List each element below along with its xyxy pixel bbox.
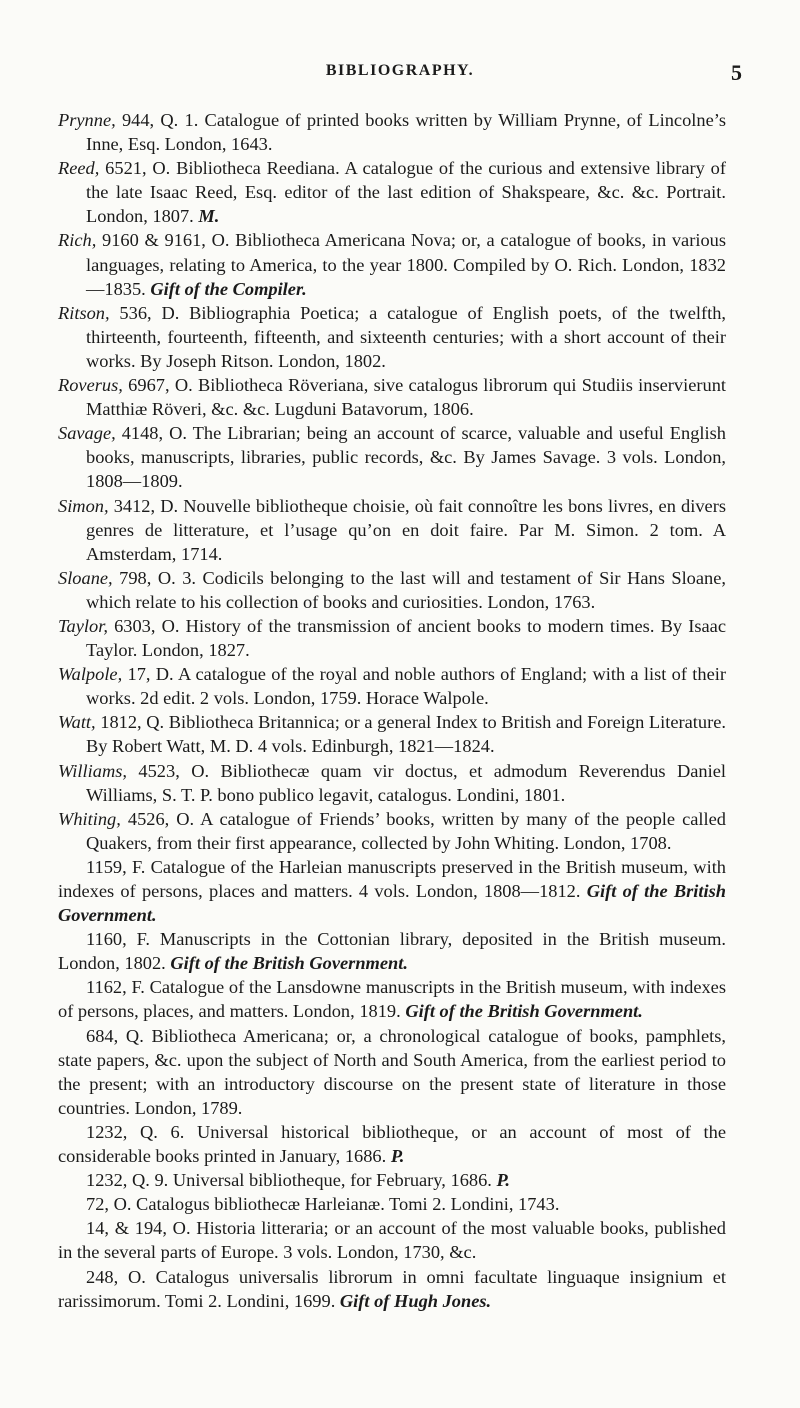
entry-gift: Gift of the British Government. [58,881,726,926]
entry-author: Sloane, [58,567,113,588]
bibliography-entry [58,566,726,614]
entry-text: 1232, Q. 9. Universal bibliotheque, for February, 1686. [86,1170,497,1191]
entry-gift: Gift of Hugh Jones. [339,1290,492,1311]
bibliography-entry [58,156,726,228]
entry-author: Prynne, [58,110,116,130]
anonymous-entry [58,1168,726,1192]
entry-text: 536, D. Bibliographia Poetica; a catalogue of English poets, of the twelfth, thirteenth, fourteenth, fifteenth, and sixteenth centuries; with a short account of their works. By Joseph Ritson. London, 1802. [86,302,726,371]
entry-text: 6521, O. Bibliotheca Reediana. A catalogue of the curious and extensive library of the late Isaac Reed, Esq. editor of the last edition of Shakspeare, &c. &c. Portrait. London, 1807. [86,158,726,227]
entry-author: Taylor, [58,615,108,636]
entry-text: 248, O. Catalogus universalis librorum in omni facultate linguaque insignium et rarissimorum. Tomi 2. Londini, 1699. [58,1266,726,1311]
entry-text: 798, O. 3. Codicils belonging to the last will and testament of Sir Hans Sloane, which relate to his collection of books and curiosities. London, 1763. [86,567,726,612]
entry-text: 4523, O. Bibliothecæ quam vir doctus, et admodum Reverendus Daniel Williams, S. T. P. bono publico legavit, catalogus. Londini, 1801. [86,760,726,805]
entry-text: 1160, F. Manuscripts in the Cottonian library, deposited in the British museum. London, 1802. [58,929,726,974]
entry-text: 4526, O. A catalogue of Friends’ books, written by many of the people called Quakers, from their first appearance, collected by John Whiting. London, 1708. [86,808,726,853]
entry-text: 944, Q. 1. Catalogue of printed books written by William Prynne, of Lincolne’s Inne, Esq. London, 1643. [86,110,726,155]
anonymous-entry [58,1216,726,1264]
entry-text: 4148, O. The Librarian; being an account of scarce, valuable and useful English books, manuscripts, libraries, public records, &c. By James Savage. 3 vols. London, 1808—1809. [86,423,726,492]
anonymous-entry [58,1192,726,1216]
entry-gift: Gift of the British Government. [170,953,408,974]
anonymous-entry [58,1024,726,1120]
entry-text: 684, Q. Bibliotheca Americana; or, a chronological catalogue of books, pamphlets, state papers, &c. upon the subject of North and South America, from the earliest period to the present; with an introductory discourse on the present state of literature in those countries. London, 1789. [58,1025,726,1118]
entry-gift: Gift of the British Government. [405,1001,643,1022]
anonymous-entry [58,1120,726,1168]
entry-text: 14, & 194, O. Historia litteraria; or an account of the most valuable books, published in the several parts of Europe. 3 vols. London, 1730, &c. [58,1218,726,1263]
entry-author: Reed, [58,158,100,179]
entry-author: Ritson, [58,302,110,323]
anonymous-entry [58,1265,726,1313]
entry-text: 1812, Q. Bibliotheca Britannica; or a general Index to British and Foreign Literature. By Robert Watt, M. D. 4 vols. Edinburgh, 1821—1824. [86,712,726,757]
anonymous-entry [58,927,726,975]
bibliography-entry [58,710,726,758]
entry-text: 72, O. Catalogus bibliothecæ Harleianæ. Tomi 2. Londini, 1743. [86,1194,560,1215]
entry-text: 6303, O. History of the transmission of ancient books to modern times. By Isaac Taylor. London, 1827. [86,615,726,661]
entry-gift: Gift of the Compiler. [150,278,307,299]
bibliography-entry [58,614,726,662]
entry-text: 1159, F. Catalogue of the Harleian manuscripts preserved in the British museum, with indexes of persons, places and matters. 4 vols. London, 1808—1812. [58,856,726,901]
bibliography-entry [58,494,726,566]
entry-author: Williams, [58,760,127,781]
bibliography-entry [58,373,726,421]
bibliography-entry [58,108,726,156]
entry-author: Whiting, [58,808,121,829]
entry-author: Roverus, [58,375,123,396]
page-number: 5 [731,60,742,85]
page-title: BIBLIOGRAPHY. [325,62,475,79]
anonymous-entry [58,975,726,1023]
bibliography-entry [58,421,726,493]
bibliography-entry [58,759,726,807]
running-head [0,60,800,86]
entry-text: 1162, F. Catalogue of the Lansdowne manuscripts in the British museum, with indexes of persons, places, and matters. London, 1819. [58,977,726,1022]
entry-author: Watt, [58,712,96,733]
bibliography-entry [58,301,726,373]
entry-author: Savage, [58,423,116,444]
entry-text: 9160 & 9161, O. Bibliotheca Americana Nova; or, a catalogue of books, in various languages, relating to America, to the year 1800. Compiled by O. Rich. London, 1832—1835. [86,230,726,299]
anonymous-entry [58,855,726,927]
entry-author: Simon, [58,495,109,516]
entry-text: 17, D. A catalogue of the royal and noble authors of England; with a list of their works. 2d edit. 2 vols. London, 1759. Horace Walpole. [86,664,726,709]
bibliography-list [58,108,726,1313]
entry-gift: P. [496,1170,510,1191]
entry-text: 1232, Q. 6. Universal historical bibliotheque, or an account of most of the considerable books printed in January, 1686. [58,1121,726,1167]
bibliography-entry [58,662,726,710]
bibliography-entry [58,807,726,855]
entry-text: 3412, D. Nouvelle bibliotheque choisie, où fait connoître les bons livres, en divers genres de litterature, et l’usage qu’on en doit faire. Par M. Simon. 2 tom. A Amsterdam, 1714. [86,495,726,564]
entry-text: 6967, O. Bibliotheca Röveriana, sive catalogus librorum qui Studiis inservierunt Matthiæ Röveri, &c. &c. Lugduni Batavorum, 1806. [86,375,726,420]
entry-gift: P. [390,1146,405,1167]
entry-gift: M. [198,206,220,227]
entry-author: Walpole, [58,664,123,685]
bibliography-entry [58,228,726,300]
entry-author: Rich, [58,230,97,251]
